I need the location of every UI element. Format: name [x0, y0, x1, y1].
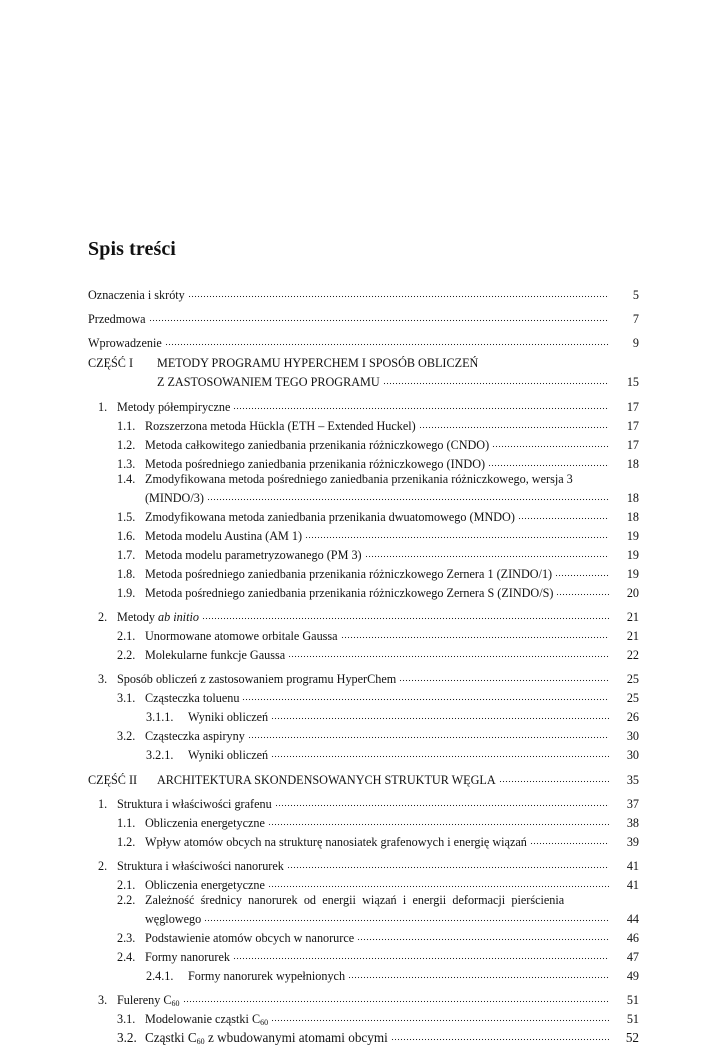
toc-entry-3-1[interactable]: 3.1. Cząsteczka toluenu 25	[88, 687, 639, 706]
toc-entry-ii-2-3[interactable]: 2.3. Podstawienie atomów obcych w nanorurce 46	[88, 927, 639, 946]
page-number: 9	[632, 336, 639, 350]
toc-entry-ii-1-1[interactable]: 1.1. Obliczenia energetyczne 38	[88, 812, 639, 831]
toc-entry-2-1[interactable]: 2.1. Unormowane atomowe orbitale Gaussa 21	[88, 625, 639, 644]
toc-entry-1-2[interactable]: 1.2. Metoda całkowitego zaniedbania przenikania różniczkowego (CNDO) 17	[88, 434, 639, 453]
page-number: 7	[632, 312, 639, 326]
toc-entry-ii-3-1[interactable]: 3.1. Modelowanie cząstki $C_{60}$ 51	[88, 1008, 639, 1027]
toc-entry-1-8[interactable]: 1.8. Metoda pośredniego zaniedbania przenikania różniczkowego Zernera 1 (ZINDO/1) 19	[88, 563, 639, 582]
part-label: CZĘŚĆ I	[88, 356, 134, 370]
toc-entry-1-4[interactable]: 1.4. Zmodyfikowana metoda pośredniego zaniedbania przenikania różniczkowego, wersja 3 (MINDO/3) 18	[117, 472, 639, 505]
toc-entry-3-2[interactable]: 3.2. Cząsteczka aspiryny 30	[88, 725, 639, 744]
toc-entry-ii-1-2[interactable]: 1.2. Wpływ atomów obcych na strukturę nanosiatek grafenowych i energię wiązań 39	[88, 831, 639, 850]
part-label: CZĘŚĆ II	[88, 773, 138, 787]
toc-entry-1-1[interactable]: 1.1. Rozszerzona metoda Hückla (ETH – Extended Huckel) 17	[88, 415, 639, 434]
toc-entry-3[interactable]: 3. Sposób obliczeń z zastosowaniem programu HyperChem 25	[88, 668, 639, 687]
toc-entry-2-2[interactable]: 2.2. Molekularne funkcje Gaussa 22	[88, 644, 639, 663]
toc-entry-oznaczenia[interactable]: Oznaczenia i skróty 5	[88, 284, 639, 303]
part-title-line1: METODY PROGRAMU HYPERCHEM I SPOSÓB OBLICZEŃ	[157, 356, 479, 370]
toc-entry-ii-2[interactable]: 2. Struktura i właściwości nanorurek 41	[88, 855, 639, 874]
toc-entry-ii-2-4[interactable]: 2.4. Formy nanorurek 47	[88, 946, 639, 965]
toc-entry-1-6[interactable]: 1.6. Metoda modelu Austina (AM 1) 19	[88, 525, 639, 544]
toc-part-2[interactable]: CZĘŚĆ II ARCHITEKTURA SKONDENSOWANYCH STRUKTUR WĘGLA 35	[88, 769, 639, 788]
toc-entry-ii-2-1[interactable]: 2.1. Obliczenia energetyczne 41	[88, 874, 639, 893]
toc-entry-1-3[interactable]: 1.3. Metoda pośredniego zaniedbania przenikania różniczkowego (INDO) 18	[88, 453, 639, 472]
toc-entry-2[interactable]: 2. Metody ab initio 21	[88, 606, 639, 625]
toc-entry-ii-3-2[interactable]: 3.2. Cząstki $C_{60}$ z wbudowanymi atomami obcymi 52	[88, 1027, 639, 1045]
toc-entry-1[interactable]: 1. Metody półempiryczne 17	[88, 396, 639, 415]
toc-entry-ii-2-2[interactable]: 2.2. Zależność średnicy nanorurek od energii wiązań i energii deformacji pierścienia węglowego 44	[117, 893, 639, 926]
part-title-line2: Z ZASTOSOWANIEM TEGO PROGRAMU	[157, 375, 380, 389]
toc-entry-ii-1[interactable]: 1. Struktura i właściwości grafenu 37	[88, 793, 639, 812]
toc-entry-1-7[interactable]: 1.7. Metoda modelu parametryzowanego (PM 3) 19	[88, 544, 639, 563]
page-number: 5	[632, 288, 639, 302]
toc-entry-3-1-1[interactable]: 3.1.1. Wyniki obliczeń 26	[88, 706, 639, 725]
toc-entry-1-5[interactable]: 1.5. Zmodyfikowana metoda zaniedbania przenikania dwuatomowego (MNDO) 18	[88, 506, 639, 525]
page-title: Spis treści	[88, 238, 176, 260]
toc-entry-ii-3[interactable]: 3. Fulereny $C_{60}$ 51	[88, 989, 639, 1008]
toc-entry-3-2-1[interactable]: 3.2.1. Wyniki obliczeń 30	[88, 744, 639, 763]
page-number: 15	[626, 375, 639, 389]
toc-entry-1-9[interactable]: 1.9. Metoda pośredniego zaniedbania przenikania różniczkowego Zernera S (ZINDO/S) 20	[88, 582, 639, 601]
toc-entry-wprowadzenie[interactable]: Wprowadzenie 9	[88, 332, 639, 351]
toc-entry-przedmowa[interactable]: Przedmowa 7	[88, 308, 639, 327]
table-of-contents	[88, 284, 639, 1045]
toc-entry-ii-2-4-1[interactable]: 2.4.1. Formy nanorurek wypełnionych 49	[88, 965, 639, 984]
toc-part-1[interactable]	[88, 356, 639, 390]
